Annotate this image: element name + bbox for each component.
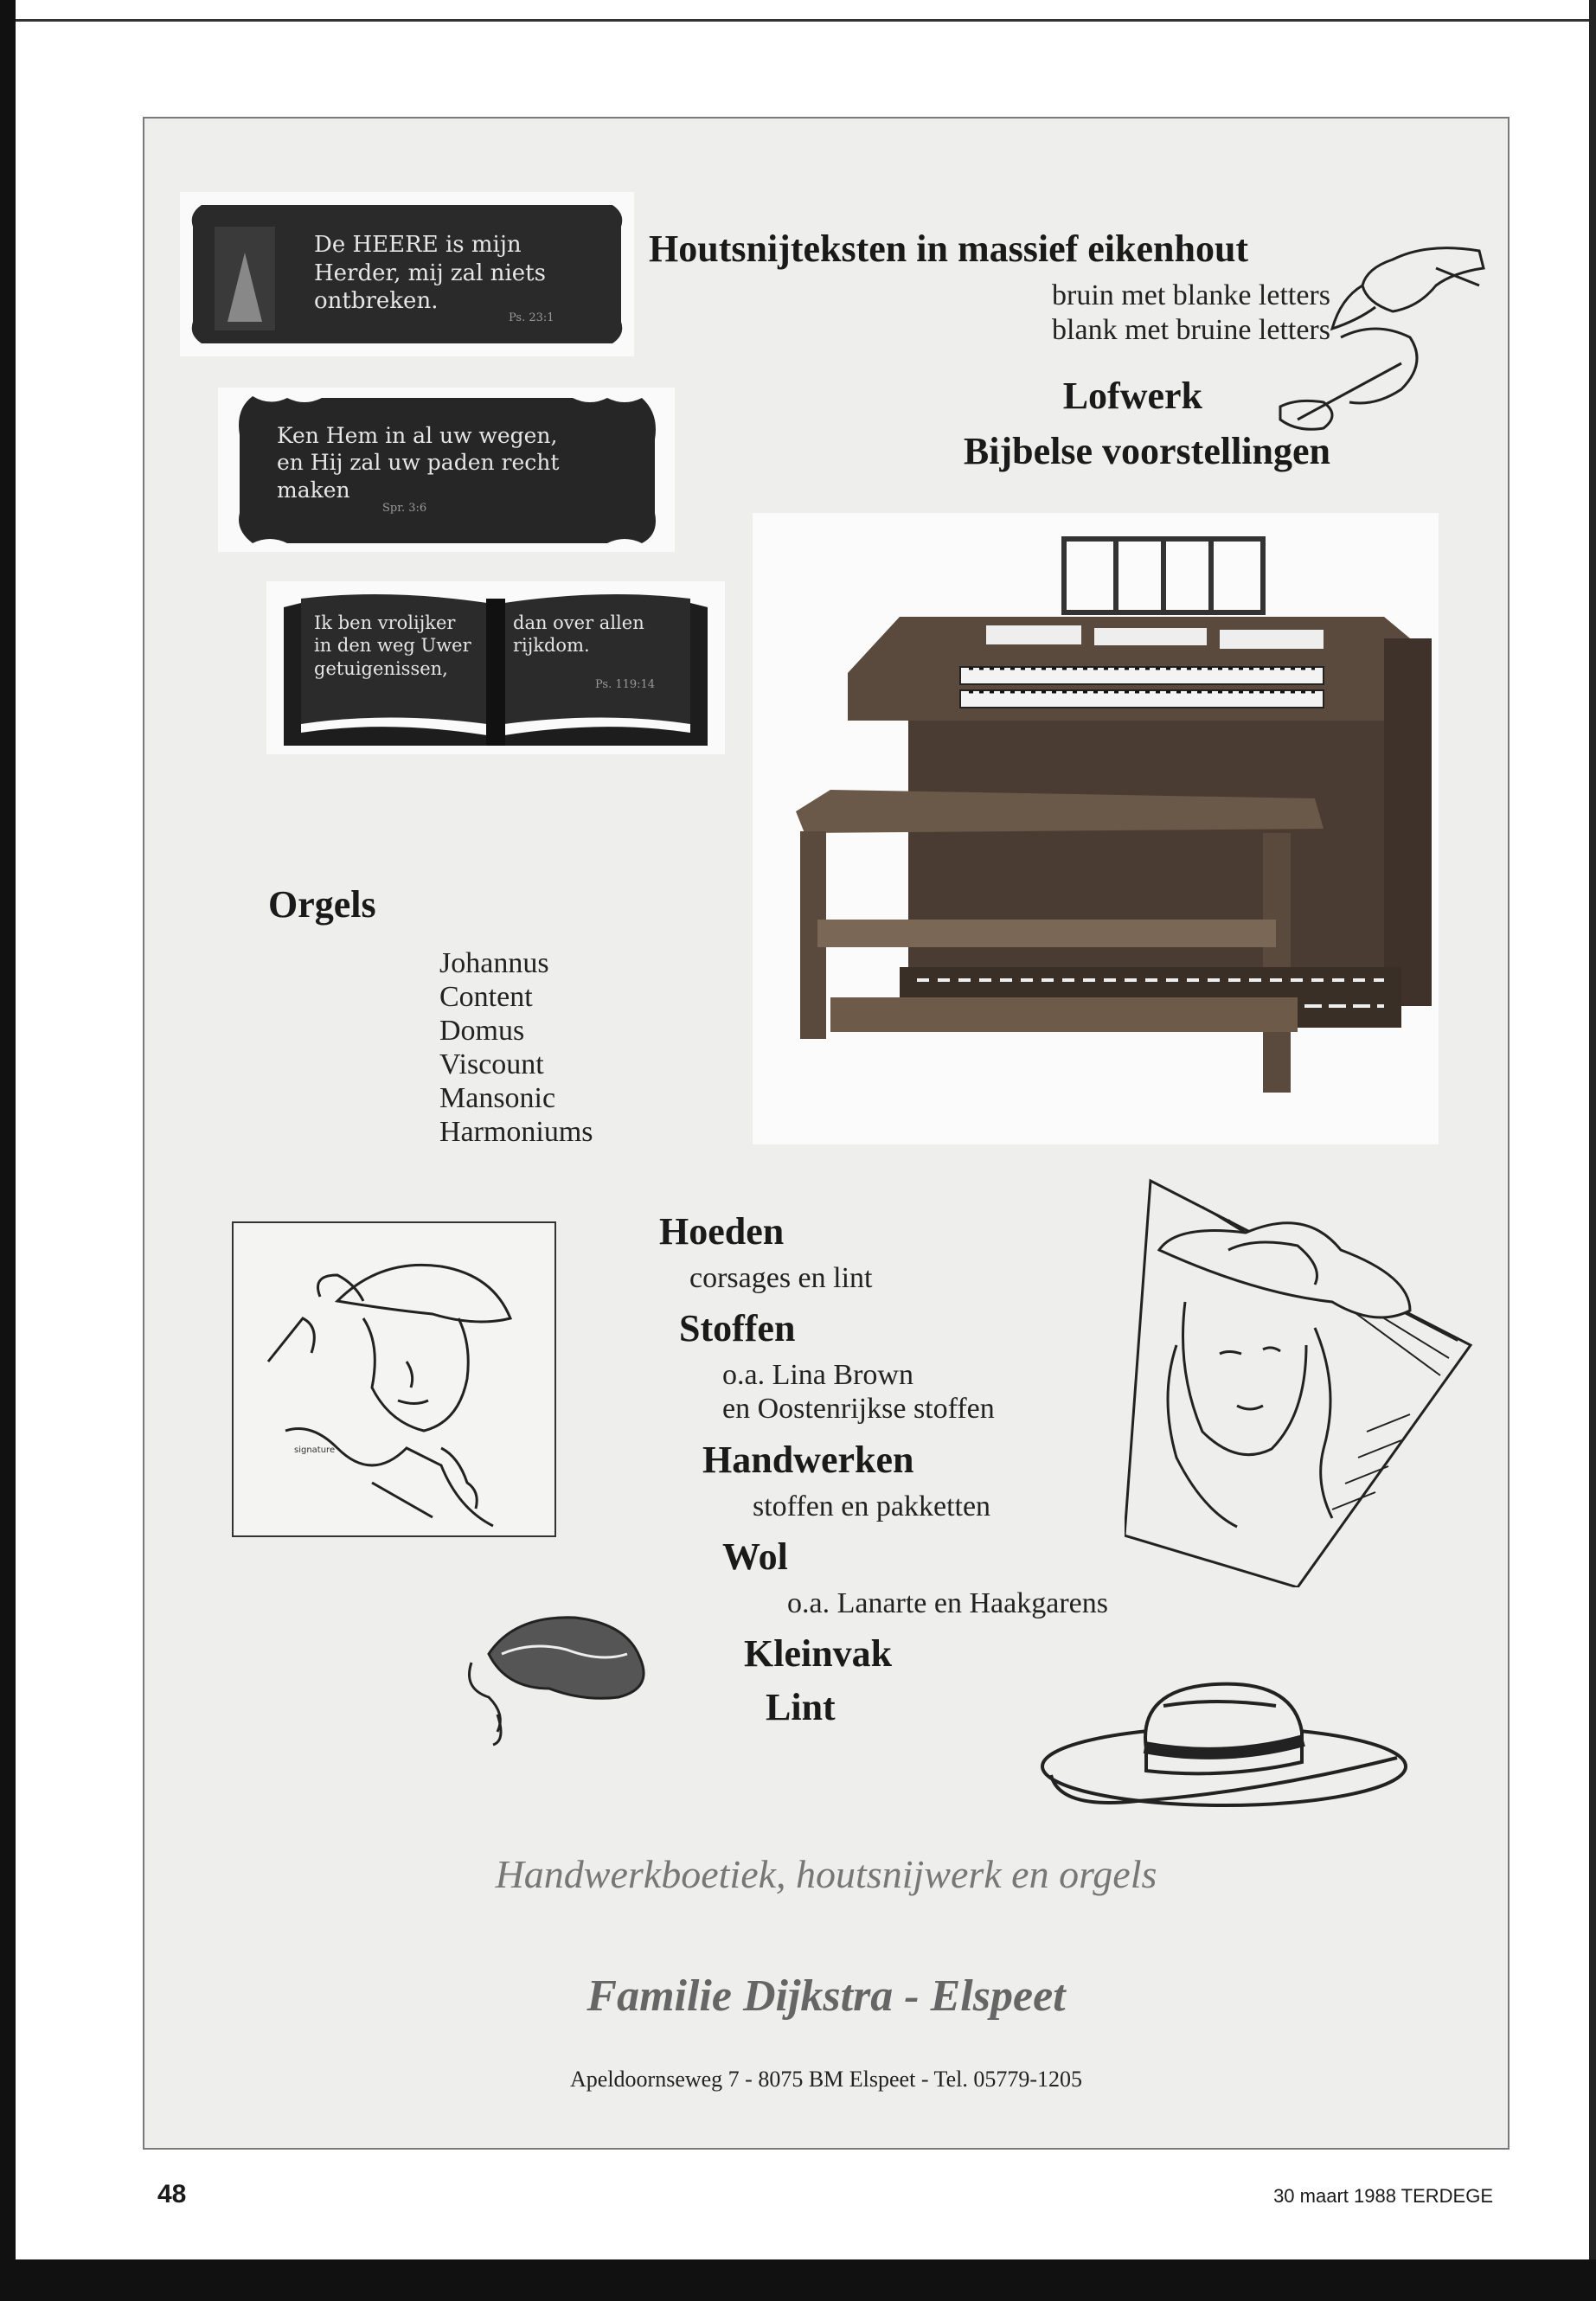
plaque-2-ref: Spr. 3:6: [382, 502, 427, 515]
plaque-2-photo: [218, 388, 675, 552]
ad-family-name: Familie Dijkstra - Elspeet: [586, 1971, 1066, 2021]
plaque-3-right-text: dan over allen rijkdom.: [513, 612, 644, 657]
handwerken-subtitle: stoffen en pakketten: [753, 1490, 991, 1522]
orgel-brand-johannus: Johannus: [439, 947, 549, 979]
houtsnij-line-2: blank met bruine letters: [1052, 314, 1330, 346]
plaque-3-left-text: Ik ben vrolijker in den weg Uwer getuigenissen,: [314, 612, 471, 679]
svg-text:signature: signature: [294, 1445, 336, 1455]
orgel-brand-harmoniums: Harmoniums: [439, 1116, 593, 1148]
houtsnij-line-1: bruin met blanke letters: [1052, 279, 1330, 311]
wol-subtitle: o.a. Lanarte en Haakgarens: [787, 1587, 1108, 1619]
girl-with-hat-sketch: [1125, 1172, 1479, 1587]
boater-hat-sketch: [1034, 1654, 1419, 1827]
lint-heading: Lint: [766, 1686, 836, 1728]
stoffen-heading: Stoffen: [679, 1307, 796, 1349]
houtsnij-title: Houtsnijteksten in massief eikenhout: [649, 228, 1249, 270]
scan-right-edge: [1589, 0, 1596, 2301]
issue-date: 30 maart 1988 TERDEGE: [1273, 2185, 1493, 2207]
small-hat-sketch: [454, 1602, 653, 1749]
scan-bottom-band: [0, 2259, 1596, 2301]
lofwerk-heading: Lofwerk: [1062, 375, 1202, 417]
hoeden-subtitle: corsages en lint: [689, 1262, 873, 1294]
bijbelse-heading: Bijbelse voorstellingen: [963, 430, 1330, 472]
orgel-brand-mansonic: Mansonic: [439, 1082, 556, 1114]
stoffen-subtitle-1: o.a. Lina Brown: [722, 1359, 913, 1391]
organ-photo: [753, 513, 1439, 1144]
ad-tagline: Handwerkboetiek, houtsnijwerk en orgels: [495, 1852, 1157, 1896]
plaque-1-ref: Ps. 23:1: [509, 311, 554, 324]
hat-portrait-sketch: [234, 1223, 554, 1535]
organ-drawing: [753, 513, 1439, 1144]
wol-heading: Wol: [722, 1535, 788, 1578]
hoeden-heading: Hoeden: [659, 1210, 785, 1253]
ad-address: Apeldoornseweg 7 - 8075 BM Elspeet - Tel. 05779-1205: [570, 2067, 1082, 2092]
orgel-brand-domus: Domus: [439, 1015, 525, 1047]
orgel-brand-content: Content: [439, 981, 533, 1013]
orgel-brand-viscount: Viscount: [439, 1048, 544, 1080]
plaque-1-text: De HEERE is mijn Herder, mij zal niets ontbreken.: [314, 232, 546, 314]
kleinvak-heading: Kleinvak: [744, 1632, 893, 1675]
carving-hand-sketch: [1263, 234, 1497, 441]
orgels-heading: Orgels: [268, 883, 376, 926]
hat-portrait-sketch-frame: [232, 1221, 556, 1537]
plaque-3-ref: Ps. 119:14: [595, 678, 656, 691]
plaque-2-text: Ken Hem in al uw wegen, en Hij zal uw paden recht maken: [277, 423, 560, 503]
plaque-3-photo: [266, 581, 725, 754]
scan-left-edge: [0, 0, 16, 2301]
stoffen-subtitle-2: en Oostenrijkse stoffen: [722, 1393, 995, 1425]
page-number: 48: [157, 2180, 187, 2208]
scan-top-line: [16, 19, 1596, 22]
handwerken-heading: Handwerken: [702, 1439, 914, 1481]
plaque-1-photo: [180, 192, 634, 356]
